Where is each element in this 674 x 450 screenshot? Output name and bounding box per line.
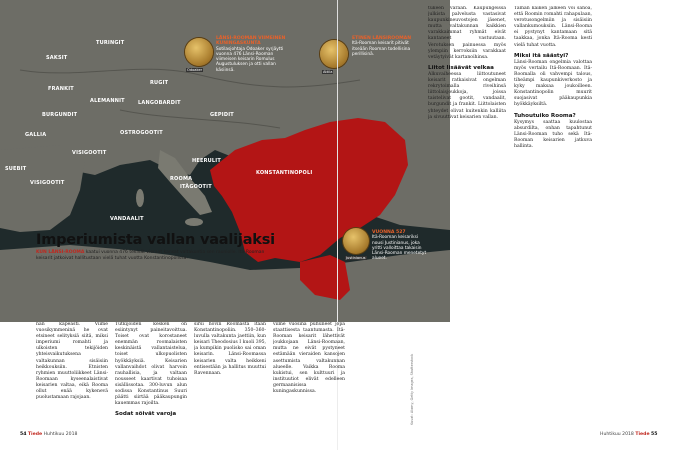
caption-east-text: Itä-Rooman keisarit pitivät itseään Rooman todellisina perillisinä. (352, 41, 411, 57)
column-5b-text: Alkuvaiheessa liittoutuneet keisarit ratkaisivat ongelman rekrytoimalla riveihinsä liittolaisjoukkoja, joissa taistelivat gootit, vandaalit, burgundit ja frankit. Liittolaisten yhteydet olivat kuitenkin kalliita ja sivuuttivat keisarien vallan. (428, 71, 506, 120)
caption-justinian (372, 230, 430, 262)
column-2-heading: Sodat söivät varoja (115, 411, 177, 418)
label-ostrogootit: OSTROGOOTIT (120, 130, 163, 136)
column-2-text: Tutkijoiden kesken on esiintynyt paineitavoittua. Toiset ovat korostaneet enemmän roomalaisten keskinäistä vallantaistelua, toiset ulkopuolisten hyökkäyksiä. Keisarien vallanvaihdot olivat harvoin rauhallisia, ja valtaan nousseet kaartivat tuhoisaa sisällissotaa. 300-luvun alun sodissa Konstantinus Suuri päätti siirtää pääkaupungin kauemmas rajoilta. (115, 322, 187, 407)
coin-justinian (343, 228, 369, 254)
column-2 (115, 322, 187, 427)
column-4-text: viime vuosina puhuneet jopa staattisesta taantumasta. Itä-Rooman keisarit lähettivät joukkojaan Länsi-Roomaan, mutta ne eivät pystyneet estämään vieraiden kansojen asettumista valtakunnan alueelle. Vaikka Rooma kukistui, sen kulttuuri ja instituutiot elivät edelleen germaanisissa kuningaskunnissa. (273, 322, 345, 395)
coin-label-odoacer: Odoaker (187, 68, 203, 72)
column-5 (428, 6, 506, 426)
column-1 (36, 322, 108, 427)
coin-label-justinian: Justinianus (346, 256, 366, 260)
column-6-text: Tämän kaiken jälkeen voi sanoa, että Roomin romahti rahapulaan, verotusongelmiin ja sisäisiin vallankumouksiin. Länsi-Rooma ei pystynyt kantamaan sitä taakkaa, jonka Itä-Rooma kesti vielä tuhat vuotta. (514, 6, 592, 48)
footer-right-brand: Tiede (635, 432, 650, 437)
label-frankit: FRANKIT (48, 86, 74, 92)
coin-odoacer (185, 38, 213, 66)
label-heerulit: HEERULIT (192, 158, 221, 164)
article-title: Imperiumista vallan vaalijaksi (36, 232, 275, 248)
label-turingit: TURINGIT (96, 40, 125, 46)
label-gallia: GALLIA (25, 132, 47, 138)
label-rugit: RUGIT (150, 80, 169, 86)
caption-west (216, 36, 294, 73)
label-alemannit: ALEMANNIT (90, 98, 125, 104)
caption-justinian-text: Itä-Rooman keisariksi nousi Justinianus, joka yritti valloittaa takaisin Länsi-Rooman menetetyt alueet. (372, 235, 427, 262)
footer-right-issue: Huhtikuu 2018 (600, 432, 634, 437)
label-vandaalit: VANDAALIT (110, 216, 144, 222)
caption-west-text: Sotilasjohtaja Odoaker syrjäytti vuonna 476 Länsi-Rooman viimeisen keisarin Romulus Augustuluksen ja otti vallan käsiinsä. (216, 46, 284, 73)
label-konstantinopoli: KONSTANTINOPOLI (256, 170, 313, 176)
label-visigootit-2: VISIGOOTIT (30, 180, 65, 186)
label-itagootit: ITÄGOOTIT (180, 184, 212, 190)
caption-east-heading: ETINEN LÄNSIROOMAN (352, 36, 412, 41)
label-gepidit: GEPIDIT (210, 112, 234, 118)
column-6b-text: Länsi-Rooman ongelmia valottaa myös vertailu Itä-Roomaan. Itä-Roomalla oli vahvempi talous, tiheämpi kaupunkiverkosto ja kyky maksaa joukoilleen. Konstantinopolin muurit suojasivat pääkaupunkia hyökkäyksiltä. (514, 59, 592, 108)
column-6-heading-2: Tuhoutuiko Rooma? (514, 112, 576, 119)
footer-right-page: 55 (651, 432, 658, 437)
label-visigootit-1: VISIGOOTIT (72, 150, 107, 156)
footer-left-brand: Tiede (27, 432, 43, 437)
column-6 (514, 6, 592, 426)
lead-intro: KUN LÄNSI-ROOMA (36, 250, 85, 255)
footer-right (600, 432, 657, 437)
column-3 (194, 322, 266, 427)
caption-west-heading: LÄNSI-ROOMAN VIIMEINEN KUNINGASKUNTA (216, 36, 286, 47)
lead-text: kaatui vuonna 476 tekivät vieraat kansat valtakuntia sen rauniolle. Itä-Rooman keisarit jatkoivat hallitustaan vielä tuhat vuotta Konstantinopolissa. (36, 250, 265, 261)
caption-justinian-heading: VUONNA 527 (372, 230, 406, 235)
footer-left (20, 432, 77, 437)
label-rooma: ROOMA (170, 176, 193, 182)
column-3-text: sirsi hovin Roomasta itään Konstantinopoliin. 350–360-luvulla valtakunta jaettiin, kun keisari Theodosius I kuoli 395, ja kumpikin puolisko sai oman keisarin. Länsi-Roomassa keisarien valta heikkeni entisestään ja hallitus muuttui Ravennaan. (194, 322, 266, 376)
label-langobardit: LANGOBARDIT (138, 100, 181, 106)
caption-east (352, 36, 422, 57)
column-6-heading: Miksi itä säästyi? (514, 52, 569, 59)
column-5-heading: Liitot lisäävät velkaa (428, 64, 494, 71)
column-6c-text: Kysymys saattaa kuulostaa absurdilta, onhan tapahtunut Länsi-Rooman tuho sekä Itä-Rooman keisarien jatkuva hallinta. (514, 119, 592, 149)
footer-left-issue: Huhtikuu 2018 (43, 432, 78, 437)
column-1-text: nän kapeasti. Viime vuosikymmeninä he ovat etsineet selityksiä siitä, miksi imperiumi romahti ja ulkoisten tekijöiden yhteisvaikutuksena valtakunnan sisäisiin heikkouksiin. Etnisten ryhmien muuttoliikkeet Länsi-Roomaan kyseenalaistivat keisarien valtaa, eikä Rooma ollut enää kykenevä puolustamaan rajojaan. (36, 322, 108, 401)
label-burgundit: BURGUNDIT (42, 112, 78, 118)
footer-left-page: 54 (20, 432, 27, 437)
island-sicily (185, 218, 203, 226)
label-saksit: SAKSIT (46, 55, 68, 61)
coin-label-attila: Attila (323, 70, 333, 74)
photo-credit: Kuvat: Alamy, Getty Images, Shutterstock (410, 353, 414, 425)
island-sardinia (136, 189, 144, 207)
column-5-text: tukeen varaan. Kaupungeissa julkista palvelusta vastasivat kaupunkineuvostojen jäsenet, mutta valtakunnan kaikkien varakkaimmat ryhmät eivät kantaneet vastuutaan. Verotuksen painuessa myös ylempiin kerroksiin varakkaat vetäytyivät kartanoihinsa. (428, 6, 506, 60)
map-illustration (0, 0, 450, 322)
coin-attila (320, 40, 348, 68)
label-suebit: SUEBIT (5, 166, 27, 172)
column-4 (273, 322, 345, 427)
article-lead (36, 250, 272, 262)
